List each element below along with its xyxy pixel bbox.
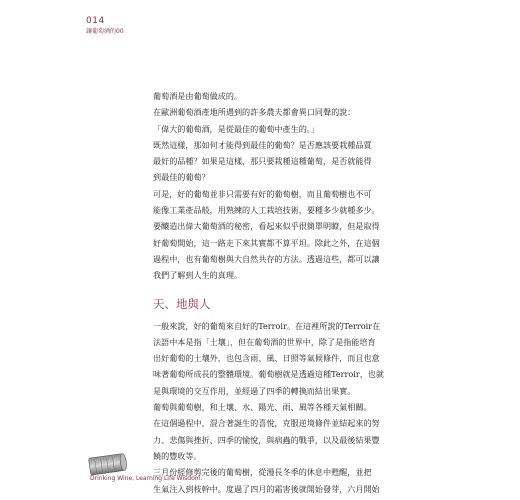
- body-line: 葡萄酒是由葡萄做成的。: [153, 91, 243, 101]
- cork-illustration: [86, 448, 206, 488]
- body-line: 在這個過程中，混合著誕生的喜悅，克服逆境條件並結起來的努: [153, 418, 380, 429]
- body-line: 饒的豐收等。: [153, 450, 202, 461]
- body-line: 出好葡萄的土壤外，也包含雨、風、日照等氣候條件，而且也意: [153, 353, 380, 364]
- body-line: 葡萄與葡萄樹，和土壤、水、陽光、雨、風等各種天氣相關。: [153, 402, 372, 413]
- body-line: 要釀造出偉大葡萄酒的秘密，看起來似乎很簡單明瞭，但是取得: [153, 221, 380, 232]
- body-line: 能像工業產品般，用熟練的人工栽培技術，要種多少就種多少。: [153, 205, 380, 216]
- body-line: 既然這樣，那如何才能得到最佳的葡萄？是否應該要栽種品質: [153, 139, 372, 150]
- body-line: 可是，好的葡萄並非只需要有好的葡萄樹，而且葡萄樹也不可: [153, 188, 372, 199]
- body-line: 「偉大的葡萄酒，是從最佳的葡萄中產生的。」: [153, 123, 319, 134]
- body-line: 好葡萄開始，這一路走下來其實都不算平坦。除此之外，在這個: [153, 237, 380, 248]
- body-line: 在歐洲葡萄酒產地所遇到的許多農夫都會異口同聲的說：: [153, 107, 356, 118]
- running-title: 讓葡萄酒的00: [86, 28, 124, 35]
- body-line: 法語中本是指「土壤」，但在葡萄酒的世界中，除了是指能培育: [153, 336, 376, 347]
- body-line: 力、悲傷與挫折、四季的愉悅，與病蟲的戰爭，以及最後結果豐: [153, 434, 380, 445]
- section-heading: 天、地與人: [153, 296, 211, 311]
- page-number: 014: [86, 16, 105, 26]
- body-text: [153, 88, 395, 497]
- body-line: 我們了解到人生的真理。: [153, 270, 243, 281]
- footer-caption: Drinking Wine, Learning Life Wisdom.: [90, 475, 203, 482]
- body-line: 過程中，也有葡萄樹與大自然共存的方法。透過這些，都可以讓: [153, 253, 380, 264]
- body-line: 最好的品種？如果是這樣，那只要栽種這種葡萄，是否就能得: [153, 156, 372, 167]
- body-line: 是與環境的交互作用，並經過了四季的轉換而結出果實。: [153, 385, 356, 396]
- body-line: 到最佳的葡萄？: [153, 172, 210, 183]
- body-line: 三月份經修剪完後的葡萄樹，從漫長冬季的休息中甦醒，並把: [153, 467, 372, 478]
- body-line: 一般來說，好的葡萄來自好的Terroir。在這裡所說的Terroir在: [153, 320, 381, 331]
- body-line: 生氣注入到枝幹中。度過了四月的霜害後就開始發芽，六月開始: [153, 483, 380, 494]
- body-line: 味著葡萄所成長的整體環境。葡萄樹就是透過這種Terroir，也就: [153, 369, 384, 380]
- page-header: [86, 16, 124, 36]
